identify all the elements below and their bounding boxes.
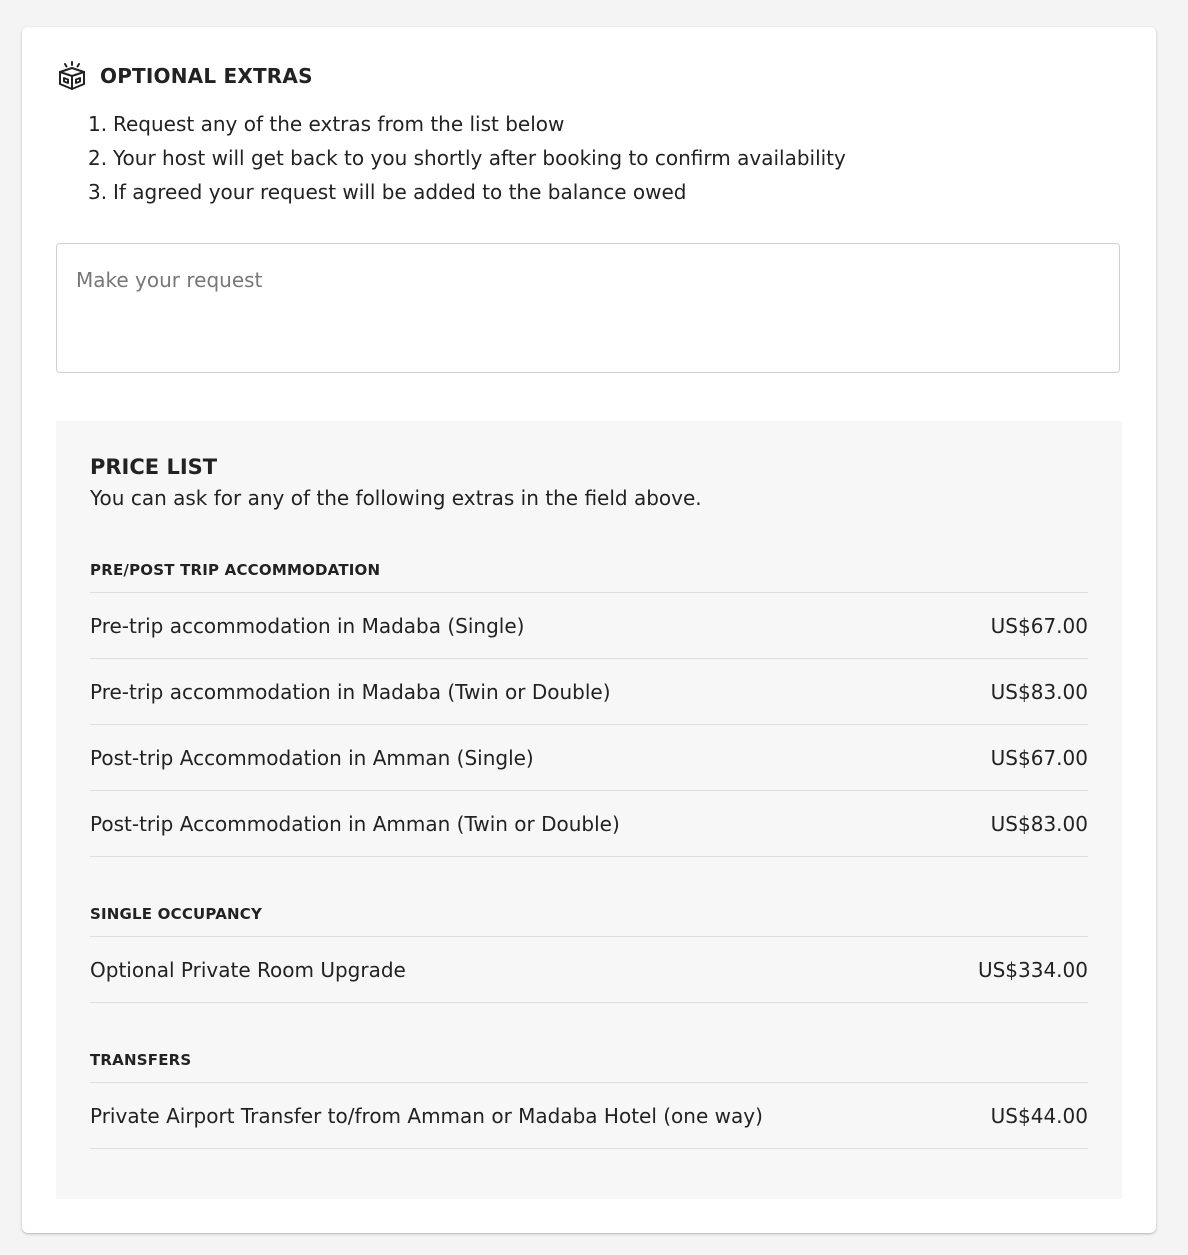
- price-item-label: Post-trip Accommodation in Amman (Twin or Double): [90, 811, 620, 836]
- instruction-text: Your host will get back to you shortly after booking to confirm availability: [113, 146, 846, 170]
- instruction-number: 1.: [88, 112, 108, 136]
- instruction-item: [88, 107, 846, 141]
- price-section-single-occupancy: [90, 905, 1088, 1003]
- instruction-text: Request any of the extras from the list below: [113, 112, 565, 136]
- price-item-price: US$83.00: [990, 679, 1088, 704]
- section-title: OPTIONAL EXTRAS: [100, 64, 313, 88]
- section-header: [56, 60, 313, 92]
- price-row: [90, 937, 1088, 1003]
- price-item-label: Pre-trip accommodation in Madaba (Single): [90, 613, 525, 638]
- instruction-item: [88, 175, 846, 209]
- price-item-label: Private Airport Transfer to/from Amman or Madaba Hotel (one way): [90, 1103, 763, 1128]
- price-item-price: US$44.00: [990, 1103, 1088, 1128]
- price-section-title: PRE/POST TRIP ACCOMMODATION: [90, 561, 1088, 593]
- price-section-transfers: [90, 1051, 1088, 1149]
- price-item-label: Optional Private Room Upgrade: [90, 957, 406, 982]
- instruction-text: If agreed your request will be added to the balance owed: [113, 180, 687, 204]
- price-list-subtitle: You can ask for any of the following extras in the field above.: [90, 486, 702, 510]
- price-item-price: US$83.00: [990, 811, 1088, 836]
- gift-box-icon: [56, 60, 88, 92]
- price-row: [90, 725, 1088, 791]
- spacer: [90, 513, 1088, 561]
- instruction-item: [88, 141, 846, 175]
- request-textarea[interactable]: [56, 243, 1120, 373]
- price-row: [90, 791, 1088, 857]
- instructions-list: [88, 107, 846, 209]
- instruction-number: 2.: [88, 146, 108, 170]
- price-item-price: US$67.00: [990, 745, 1088, 770]
- price-list-title: PRICE LIST: [90, 455, 218, 479]
- price-item-price: US$334.00: [977, 957, 1088, 982]
- price-item-label: Pre-trip accommodation in Madaba (Twin or Double): [90, 679, 611, 704]
- price-item-label: Post-trip Accommodation in Amman (Single): [90, 745, 534, 770]
- price-section-title: TRANSFERS: [90, 1051, 1088, 1083]
- optional-extras-card: [22, 27, 1156, 1233]
- price-row: [90, 659, 1088, 725]
- price-row: [90, 593, 1088, 659]
- price-list-content: [90, 451, 1088, 1149]
- instruction-number: 3.: [88, 180, 108, 204]
- price-list-panel: [56, 421, 1122, 1199]
- price-section-title: SINGLE OCCUPANCY: [90, 905, 1088, 937]
- price-section-pre-post-trip: [90, 561, 1088, 857]
- price-item-price: US$67.00: [990, 613, 1088, 638]
- price-row: [90, 1083, 1088, 1149]
